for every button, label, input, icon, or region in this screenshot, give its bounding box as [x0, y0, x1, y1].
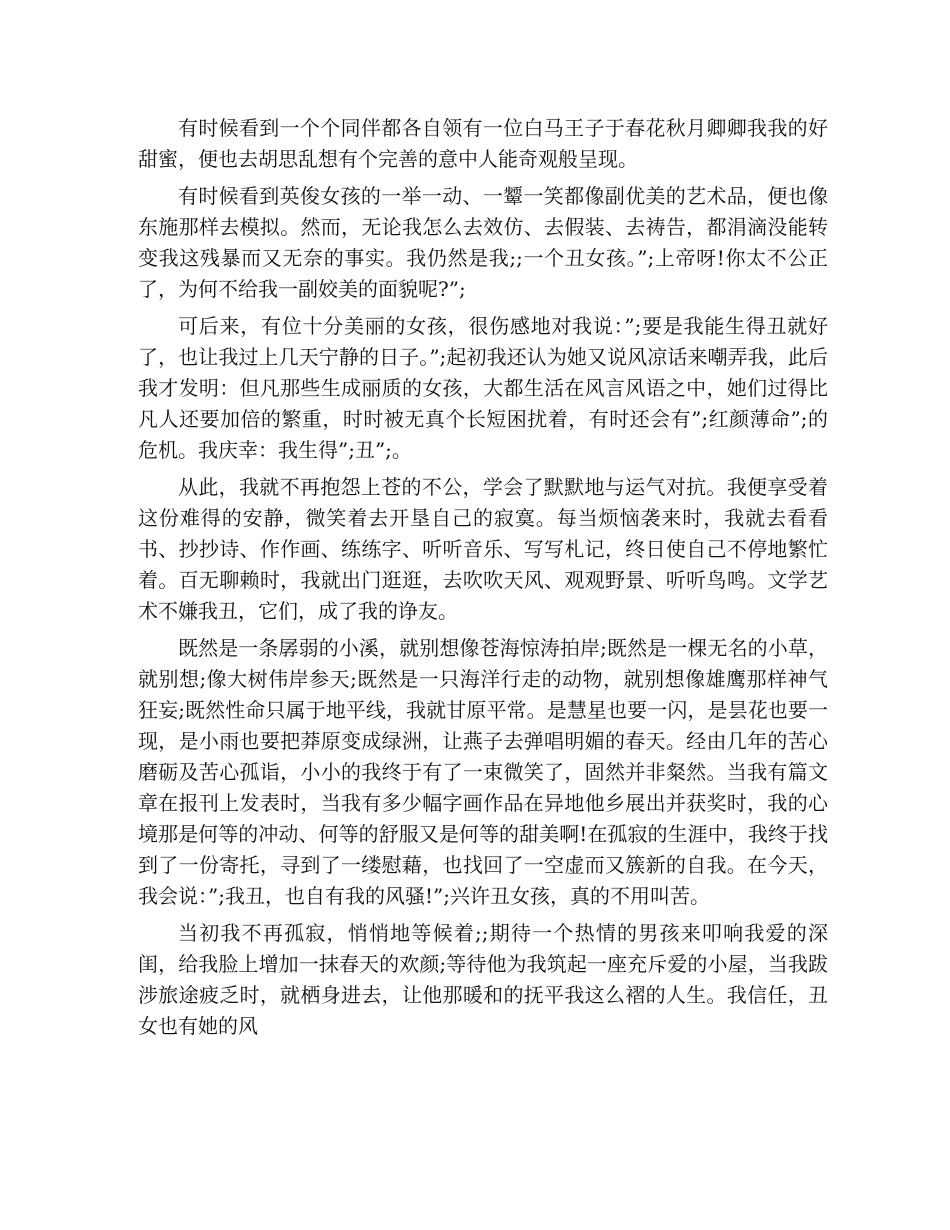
- document-body: [138, 113, 828, 1048]
- paragraph-5: 既然是一条孱弱的小溪，就别想像苍海惊涛拍岸;既然是一棵无名的小草，就别想;像大树伟岸参天;既然是一只海洋行走的动物，就别想像雄鹰那样神气狂妄;既然性命只属于地平线，我就甘原平常。是慧星也要一闪，是昙花也要一现，是小雨也要把莽原变成绿洲，让燕子去弹唱明媚的春天。经由几年的苦心磨砺及苦心孤诣，小小的我终于有了一束微笑了，固然并非粲然。当我有篇文章在报刊上发表时，当我有多少幅字画作品在异地他乡展出并获奖时，我的心境那是何等的冲动、何等的舒服又是何等的甜美啊!在孤寂的生涯中，我终于找到了一份寄托，寻到了一缕慰藉，也找回了一空虚而又簇新的自我。在今天，我会说：”;我丑，也自有我的风骚!”;兴许丑女孩，真的不用叫苦。: [138, 636, 828, 908]
- paragraph-1: 有时候看到一个个同伴都各自领有一位白马王子于春花秋月卿卿我我的好甜蜜，便也去胡思乱想有个完善的意中人能奇观般呈现。: [138, 116, 828, 171]
- paragraph-2: 有时候看到英俊女孩的一举一动、一颦一笑都像副优美的艺术品，便也像东施那样去模拟。然而，无论我怎么去效仿、去假装、去祷告，都涓滴没能转变我这残暴而又无奈的事实。我仍然是我;;一个丑女孩。”;上帝呀!你太不公正了，为何不给我一副姣美的面貌呢?”;: [138, 184, 828, 301]
- paragraph-3: 可后来，有位十分美丽的女孩，很伤感地对我说：”;要是我能生得丑就好了，也让我过上几天宁静的日子。”;起初我还认为她又说风凉话来嘲弄我，此后我才发明：但凡那些生成丽质的女孩，大都生活在风言风语之中，她们过得比凡人还要加倍的繁重，时时被无真个长短困扰着，有时还会有”;红颜薄命”;的危机。我庆幸：我生得”;丑”;。: [138, 314, 828, 462]
- paragraph-4: 从此，我就不再抱怨上苍的不公，学会了默默地与运气对抗。我便享受着这份难得的安静，微笑着去开垦自己的寂寞。每当烦恼袭来时，我就去看看书、抄抄诗、作作画、练练字、听听音乐、写写札记，终日使自己不停地繁忙着。百无聊赖时，我就出门逛逛，去吹吹天风、观观野景、听听鸟鸣。文学艺术不嫌我丑，它们，成了我的诤友。: [138, 475, 828, 623]
- paragraph-6: 当初我不再孤寂，悄悄地等候着;;期待一个热情的男孩来叩响我爱的深闺，给我脸上增加一抹春天的欢颜;等待他为我筑起一座充斥爱的小屋，当我跋涉旅途疲乏时，就栖身进去，让他那暖和的抚平我这么褶的人生。我信任，丑女也有她的风: [138, 921, 828, 1038]
